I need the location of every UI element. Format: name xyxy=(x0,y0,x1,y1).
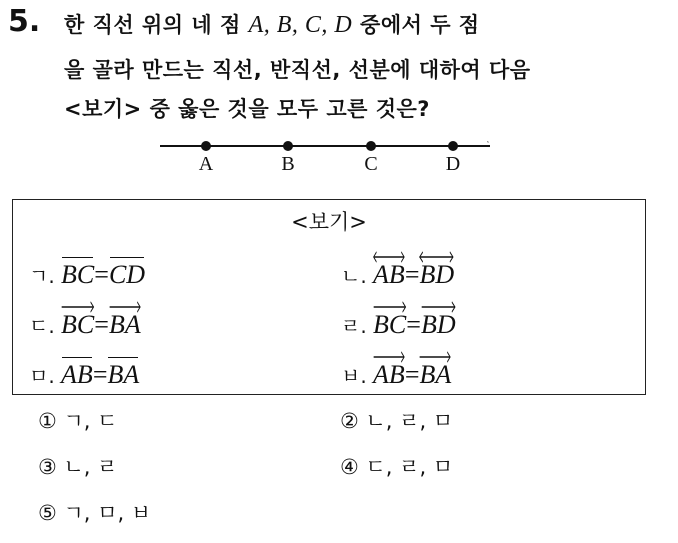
ray-arrow-icon xyxy=(109,301,141,313)
ray-arrow-icon xyxy=(421,301,456,313)
segment-bar-icon xyxy=(110,257,144,258)
point-b-label: B xyxy=(281,153,295,175)
choice-1-text: ㄱ, ㄷ xyxy=(63,409,118,433)
choice-3-number: ③ xyxy=(38,455,57,479)
segment-bar-icon xyxy=(108,357,138,358)
point-a-dot xyxy=(201,141,211,151)
bogi-item-left-text: AB xyxy=(61,360,93,389)
bogi-item-left-term xyxy=(61,255,94,290)
bogi-item-right-text: BA xyxy=(419,360,452,389)
bogi-item-left-term xyxy=(61,305,94,340)
bogi-item-right-text: CD xyxy=(108,260,146,289)
question-line-1 xyxy=(64,9,480,39)
choice-2-text: ㄴ, ㄹ, ㅁ xyxy=(365,409,454,433)
choice-3-text: ㄴ, ㄹ xyxy=(63,455,118,479)
bogi-item-left-text: BC xyxy=(61,260,95,289)
bogi-box xyxy=(12,199,646,395)
choice-4[interactable] xyxy=(340,451,453,481)
bogi-item-right-term xyxy=(107,355,139,390)
bogi-item-left-text: BC xyxy=(61,310,95,339)
bogi-item-left-term xyxy=(373,255,405,290)
equals-sign: = xyxy=(94,260,109,289)
choice-2[interactable] xyxy=(340,405,453,435)
choice-4-number: ④ xyxy=(340,455,359,479)
bogi-item-label: ㄷ. xyxy=(29,314,55,338)
choice-5-text: ㄱ, ㅁ, ㅂ xyxy=(63,501,152,525)
choice-3[interactable] xyxy=(38,451,117,481)
line-arrows-icon xyxy=(373,251,405,263)
bogi-item xyxy=(341,305,456,340)
bogi-item-right-term xyxy=(419,255,454,290)
bogi-item xyxy=(341,355,451,390)
bogi-item xyxy=(29,255,145,290)
question-number: 5. xyxy=(8,4,41,39)
bogi-item-right-term xyxy=(419,355,451,390)
bogi-item-right-text: BD xyxy=(419,260,455,289)
question-text-post: 중에서 두 점 xyxy=(352,13,480,37)
choice-4-text: ㄷ, ㄹ, ㅁ xyxy=(365,455,454,479)
bogi-item-right-term xyxy=(109,255,145,290)
segment-bar-icon xyxy=(62,257,93,258)
bogi-item-right-term xyxy=(421,305,456,340)
point-c-dot xyxy=(366,141,376,151)
line-figure xyxy=(160,135,500,185)
bogi-item-left-text: AB xyxy=(373,360,405,389)
choice-5-number: ⑤ xyxy=(38,501,57,525)
choice-2-number: ② xyxy=(340,409,359,433)
bogi-item xyxy=(29,355,139,390)
question-points-inline: A, B, C, D xyxy=(248,12,353,38)
bogi-item-right-text: BA xyxy=(108,310,141,339)
point-b-dot xyxy=(283,141,293,151)
bogi-item-left-term xyxy=(373,305,406,340)
bogi-item-left-term xyxy=(61,355,93,390)
point-c-label: C xyxy=(364,153,378,175)
equals-sign: = xyxy=(94,310,109,339)
ray-arrow-icon xyxy=(61,301,94,313)
bogi-item-label: ㄹ. xyxy=(341,314,367,338)
bogi-item-right-text: BA xyxy=(107,360,140,389)
bogi-item-left-term xyxy=(373,355,405,390)
equals-sign: = xyxy=(404,360,420,389)
equals-sign: = xyxy=(92,360,108,389)
bogi-item xyxy=(341,255,454,290)
bogi-item-left-text: AB xyxy=(373,260,405,289)
question-line-2: 을 골라 만드는 직선, 반직선, 선분에 대하여 다음 xyxy=(64,58,531,82)
choice-5[interactable] xyxy=(38,497,151,527)
choice-1-number: ① xyxy=(38,409,57,433)
bogi-title: <보기> xyxy=(291,210,367,234)
bogi-item-right-term xyxy=(109,305,141,340)
figure-mark: ㆍ xyxy=(484,138,492,147)
question-text-pre: 한 직선 위의 네 점 xyxy=(64,13,249,37)
ray-arrow-icon xyxy=(419,351,451,363)
choice-1[interactable] xyxy=(38,405,117,435)
ray-arrow-icon xyxy=(373,351,405,363)
question-line-3: <보기> 중 옳은 것을 모두 고른 것은? xyxy=(64,97,430,121)
equals-sign: = xyxy=(404,260,420,289)
point-d-dot xyxy=(448,141,458,151)
bogi-item xyxy=(29,305,141,340)
bogi-item-label: ㄴ. xyxy=(341,264,367,288)
bogi-item-right-text: BD xyxy=(420,310,456,339)
bogi-item-label: ㅁ. xyxy=(29,364,55,388)
ray-arrow-icon xyxy=(373,301,406,313)
line-arrows-icon xyxy=(419,251,454,263)
segment-bar-icon xyxy=(62,357,92,358)
point-d-label: D xyxy=(445,153,461,175)
bogi-item-left-text: BC xyxy=(373,310,407,339)
bogi-item-label: ㅂ. xyxy=(341,364,367,388)
point-a-label: A xyxy=(198,153,214,175)
equals-sign: = xyxy=(406,310,421,339)
bogi-item-label: ㄱ. xyxy=(29,264,55,288)
